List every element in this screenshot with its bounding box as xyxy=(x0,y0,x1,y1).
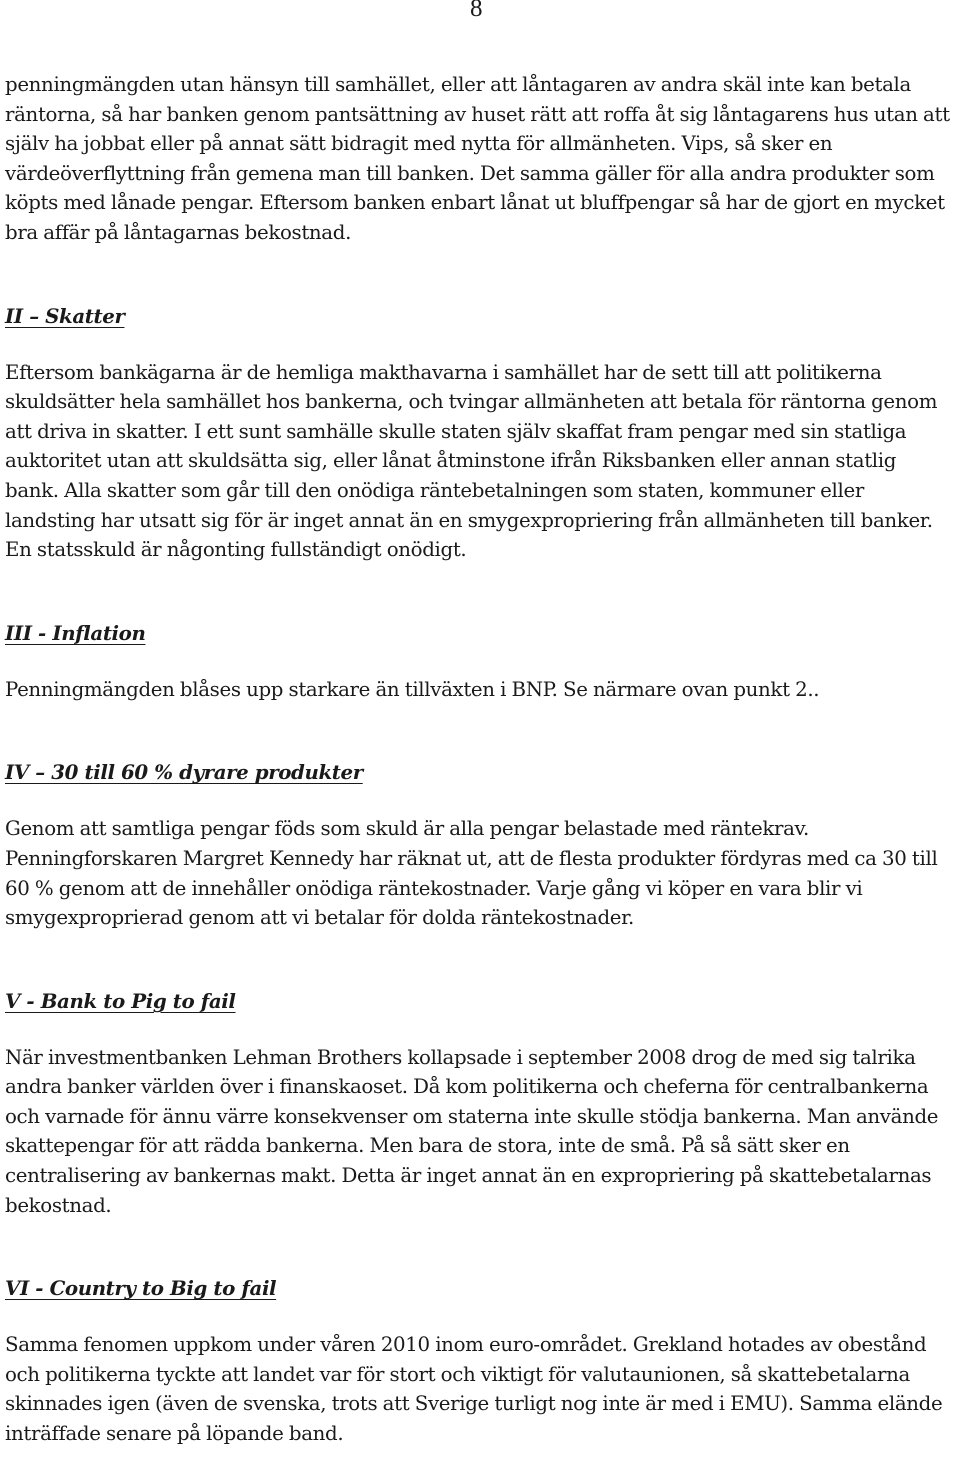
section-heading: IV – 30 till 60 % dyrare produkter xyxy=(5,760,363,785)
section-heading: VI - Country to Big to fail xyxy=(5,1276,277,1301)
section-heading: III - Inflation xyxy=(5,620,146,645)
section-paragraph: Samma fenomen uppkom under våren 2010 inom euro-området. Grekland hotades av obestånd och politikerna tyckte att landet var för stort och viktigt för valutaunionen, så skattebetalarna skinnades igen (även de svenska, trots att Sverige turligt nog inte är med i EMU). Samma elände inträffade senare på löpande band. xyxy=(5,1333,943,1446)
section-heading: V - Bank to Pig to fail xyxy=(5,988,236,1013)
section-inflation xyxy=(5,618,950,705)
section-paragraph: Genom att samtliga pengar föds som skuld är alla pengar belastade med räntekrav. Penningforskaren Margret Kennedy har räknat ut, att de flesta produkter fördyras med ca 30 till 60 % genom att de innehåller onödiga räntekostnader. Varje gång vi köper en vara blir vi smygexproprierad genom att vi betalar för dolda räntekostnader. xyxy=(5,817,938,930)
document-body xyxy=(5,70,950,1449)
section-dyrare-produkter xyxy=(5,757,950,932)
section-paragraph: Penningmängden blåses upp starkare än tillväxten i BNP. Se närmare ovan punkt 2.. xyxy=(5,677,820,701)
section-heading: II – Skatter xyxy=(5,303,125,328)
page-number: 8 xyxy=(470,0,483,22)
section-paragraph: När investmentbanken Lehman Brothers kollapsade i september 2008 drog de med sig talrika andra banker världen över i finanskaoset. Då kom politikerna och cheferna för centralbankerna och varnade för ännu värre konsekvenser om staterna inte skulle stödja bankerna. Man använde skattepengar för att rädda bankerna. Men bara de stora, inte de små. På så sätt sker en centralisering av bankernas makt. Detta är inget annat än en expropriering på skattebetalarnas bekostnad. xyxy=(5,1045,939,1217)
section-paragraph: Eftersom bankägarna är de hemliga makthavarna i samhället har de sett till att politikerna skuldsätter hela samhället hos bankerna, och tvingar allmänheten att betala för räntorna genom att driva in skatter. I ett sunt samhälle skulle staten själv skaffat fram pengar med sin statliga auktoritet utan att skuldsätta sig, eller lånat åtminstone ifrån Riksbanken eller annan statlig bank. Alla skatter som går till den onödiga räntebetalningen som staten, kommuner eller landsting har utsatt sig för är inget annat än en smygexpropriering från allmänheten till banker. En statsskuld är någonting fullständigt onödigt. xyxy=(5,360,938,562)
intro-paragraph: penningmängden utan hänsyn till samhället, eller att låntagaren av andra skäl inte kan betala räntorna, så har banken genom pantsättning av huset rätt att roffa åt sig låntagarens hus utan att själv ha jobbat eller på annat sätt bidragit med nytta för allmänheten. Vips, så sker en värdeöverflyttning från gemena man till banken. Det samma gäller för alla andra produkter som köpts med lånade pengar. Eftersom banken enbart lånat ut bluffpengar så har de gjort en mycket bra affär på låntagarnas bekostnad. xyxy=(5,73,950,244)
section-bank-to-pig-to-fail xyxy=(5,986,950,1221)
section-skatter xyxy=(5,301,950,565)
section-country-to-big-to-fail xyxy=(5,1273,950,1448)
